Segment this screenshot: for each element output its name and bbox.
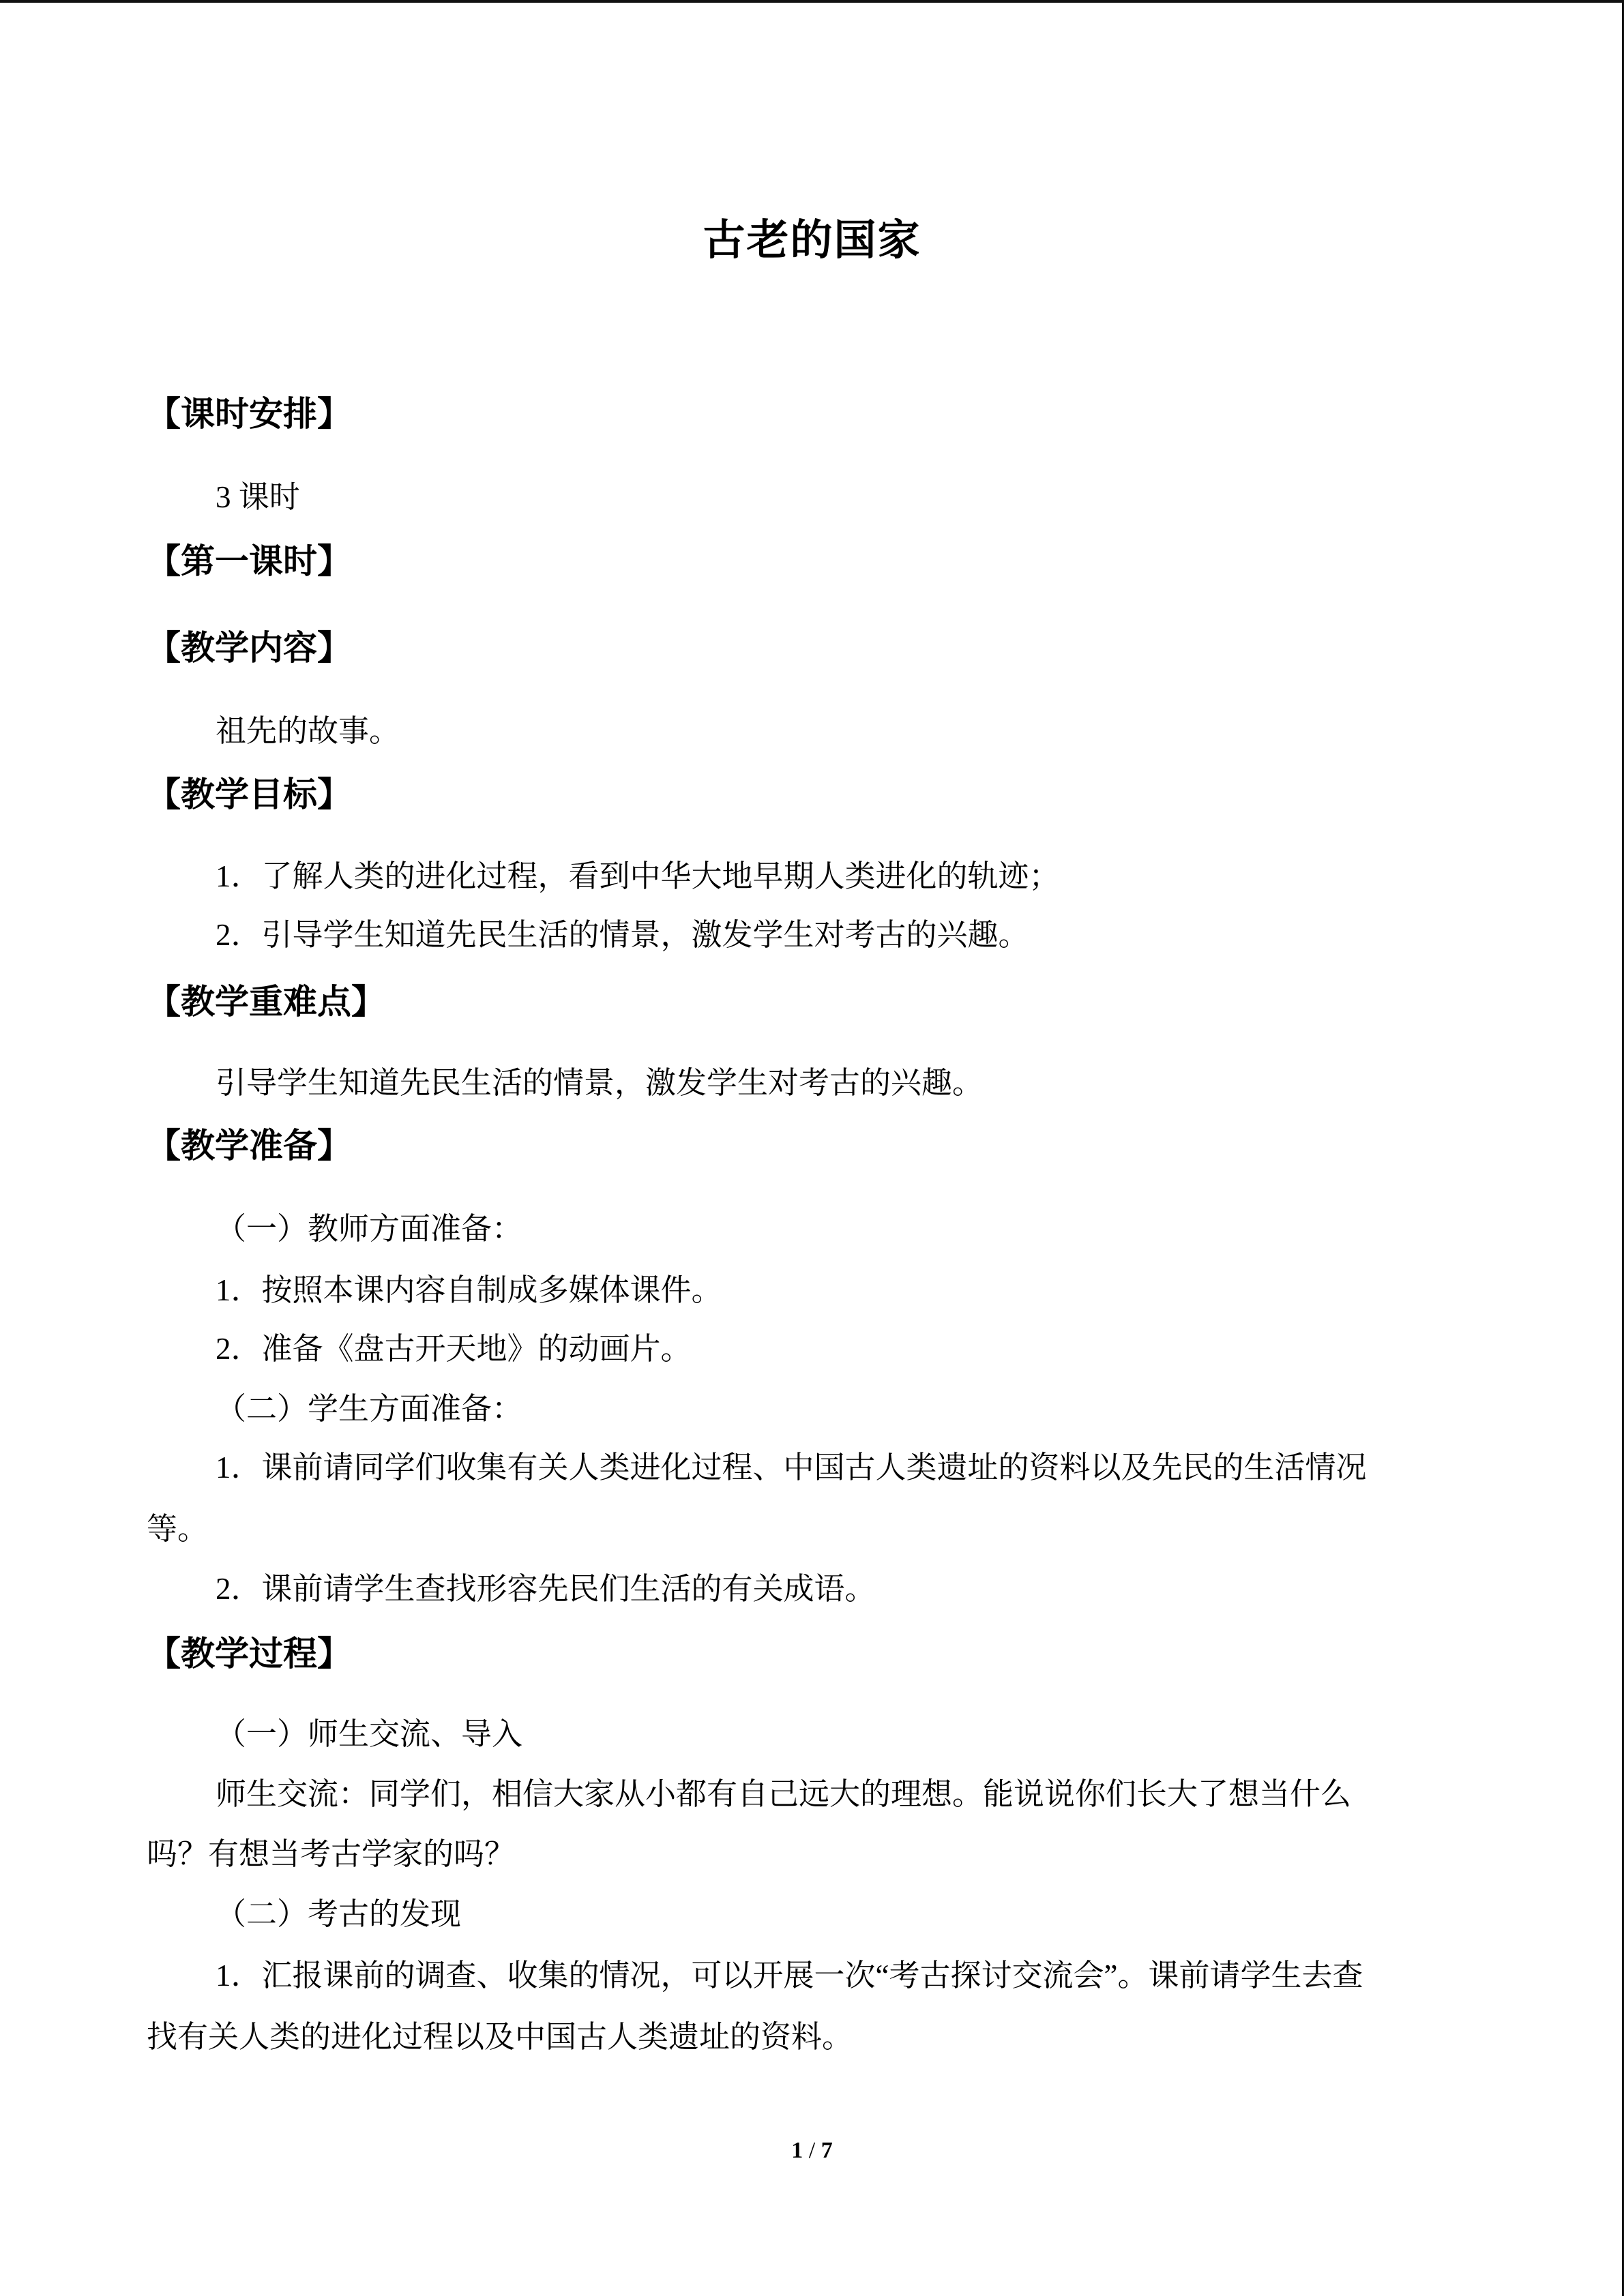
heading-schedule: 【课时安排】 [147, 395, 351, 433]
teacher-prep-label: （一）教师方面准备： [216, 1212, 523, 1246]
process-part1-label: （一）师生交流、导入 [216, 1717, 523, 1751]
student-prep-item-line: 等。 [147, 1512, 209, 1546]
process-part2-line: 1．汇报课前的调查、收集的情况，可以开展一次“考古探讨交流会”。课前请学生去查 [216, 1958, 1363, 1993]
schedule-text: 3 课时 [216, 480, 300, 514]
page-separator: / [803, 2138, 821, 2163]
teacher-prep-item: 2．准备《盘古开天地》的动画片。 [216, 1332, 692, 1366]
heading-preparation: 【教学准备】 [147, 1127, 351, 1165]
page-total: 7 [821, 2138, 833, 2163]
key-points-text: 引导学生知道先民生活的情景，激发学生对考古的兴趣。 [216, 1066, 984, 1100]
student-prep-label: （二）学生方面准备： [216, 1392, 523, 1426]
heading-process: 【教学过程】 [147, 1635, 351, 1673]
process-part2-line: 找有关人类的进化过程以及中国古人类遗址的资料。 [147, 2020, 853, 2054]
process-part2-label: （二）考古的发现 [216, 1897, 462, 1931]
objective-item: 1．了解人类的进化过程，看到中华大地早期人类进化的轨迹； [216, 859, 1060, 893]
heading-first-lesson: 【第一课时】 [147, 542, 351, 580]
page-title: 古老的国家 [703, 218, 921, 264]
content-text: 祖先的故事。 [216, 714, 400, 748]
page-current: 1 [791, 2138, 803, 2163]
process-part1-line: 吗？有想当考古学家的吗？ [147, 1837, 516, 1871]
heading-key-points: 【教学重难点】 [147, 983, 385, 1021]
objective-item: 2．引导学生知道先民生活的情景，激发学生对考古的兴趣。 [216, 918, 1029, 952]
process-part1-line: 师生交流：同学们，相信大家从小都有自己远大的理想。能说说你们长大了想当什么 [216, 1777, 1352, 1811]
heading-content: 【教学内容】 [147, 629, 351, 667]
student-prep-item: 2．课前请学生查找形容先民们生活的有关成语。 [216, 1572, 876, 1606]
student-prep-item-line: 1．课前请同学们收集有关人类进化过程、中国古人类遗址的资料以及先民的生活情况 [216, 1450, 1367, 1485]
teacher-prep-item: 1．按照本课内容自制成多媒体课件。 [216, 1273, 722, 1307]
heading-objectives: 【教学目标】 [147, 775, 351, 814]
page-number [0, 2139, 1624, 2162]
